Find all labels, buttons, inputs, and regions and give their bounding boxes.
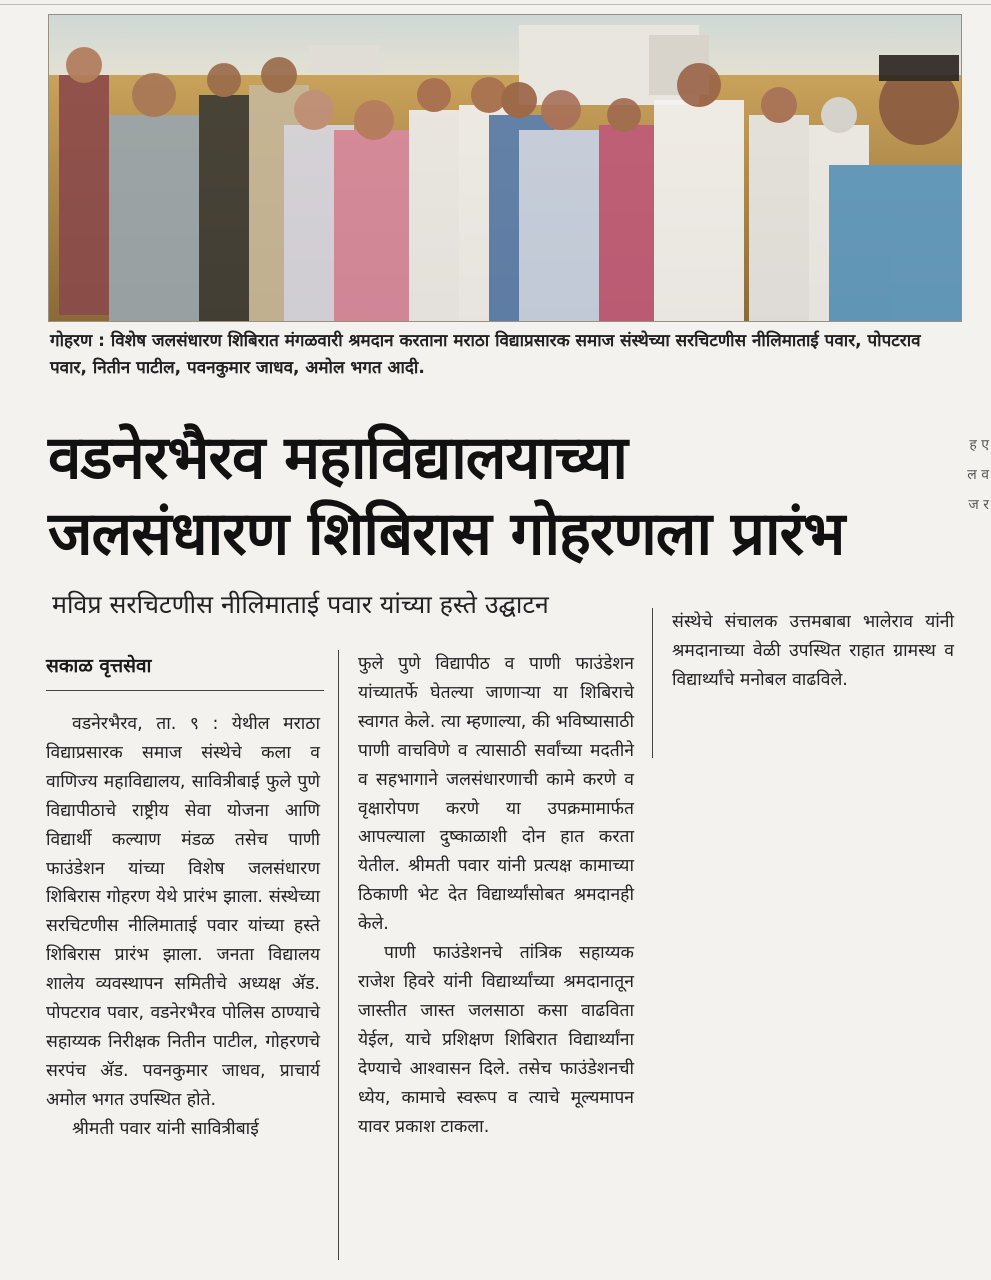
article-column-3: [672, 608, 954, 695]
group-photo-icon: [49, 15, 961, 321]
byline-rule: [46, 690, 324, 691]
paragraph: फुले पुणे विद्यापीठ व पाणी फाउंडेशन यांच्यातर्फे घेतल्या जाणाऱ्या या शिबिराचे स्वागत केले. त्या म्हणाल्या, की भविष्यासाठी पाणी वाचविणे व त्यासाठी सर्वांच्या मदतीने व सहभागाने जलसंधारणाची कामे करणे व वृक्षारोपण करणे या उपक्रमामार्फत आपल्याला दुष्काळाशी दोन हात करता येतील. श्रीमती पवार यांनी प्रत्यक्ष कामाच्या ठिकाणी भेट देत विद्यार्थ्यांसोबत श्रमदानही केले.: [358, 654, 634, 935]
column-divider-1: [338, 650, 339, 1260]
article-column-1: [46, 710, 320, 1144]
news-photo: [48, 14, 962, 322]
paragraph: वडनेरभैरव, ता. ९ : येथील मराठा विद्याप्रसारक समाज संस्थेचे कला व वाणिज्य महाविद्यालय, सावित्रीबाई फुले पुणे विद्यापीठाचे राष्ट्रीय सेवा योजना आणि विद्यार्थी कल्याण मंडळ तसेच पाणी फाउंडेशन यांच्या विशेष जलसंधारण शिबिरास गोहरण येथे प्रारंभ झाला. संस्थेच्या सरचिटणीस नीलिमाताई पवार यांच्या हस्ते शिबिरास प्रारंभ झाला. जनता विद्यालय शालेय व्यवस्थापन समितीचे अध्यक्ष ॲड. पोपटराव पवार, वडनेरभैरव पोलिस ठाण्याचे सहाय्यक निरीक्षक नितीन पाटील, गोहरणचे सरपंच ॲड. पवनकुमार जाधव, प्राचार्य अमोल भगत उपस्थित होते.: [46, 714, 320, 1110]
adjacent-article-edge-text: ह ए ल व ज र: [967, 437, 989, 513]
paragraph: संस्थेचे संचालक उत्तमबाबा भालेराव यांनी श्रमदानाच्या वेळी उपस्थित राहात ग्रामस्थ व विद्यार्थ्यांचे मनोबल वाढविले.: [672, 612, 954, 690]
paragraph: पाणी फाउंडेशनचे तांत्रिक सहाय्यक राजेश हिवरे यांनी विद्यार्थ्यांच्या श्रमदानातून जास्तीत जास्त जलसाठा कसा वाढविता येईल, याचे प्रशिक्षण शिबिरात विद्यार्थ्यांना देण्याचे आश्वासन दिले. तसेच फाउंडेशनची ध्येय, कामाचे स्वरूप व त्याचे मूल्यमापन यावर प्रकाश टाकला.: [358, 943, 634, 1137]
subheadline: मविप्र सरचिटणीस नीलिमाताई पवार यांच्या हस्ते उद्घाटन: [52, 590, 549, 619]
article-column-2: [358, 650, 634, 1141]
photo-caption: गोहरण : विशेष जलसंधारण शिबिरात मंगळवारी श्रमदान करताना मराठा विद्याप्रसारक समाज संस्थेच्या सरचिटणीस नीलिमाताई पवार, पोपटराव पवार, नितीन पाटील, पवनकुमार जाधव, अमोल भगत आदी.: [50, 331, 921, 378]
headline-line-1: वडनेरभैरव महाविद्यालयाच्या: [48, 423, 627, 493]
paragraph: श्रीमती पवार यांनी सावित्रीबाई: [72, 1118, 259, 1139]
headline: [48, 420, 968, 572]
headline-line-2: जलसंधारण शिबिरास गोहरणला प्रारंभ: [48, 499, 845, 569]
column-divider-2: [652, 608, 653, 758]
byline: सकाळ वृत्तसेवा: [46, 655, 152, 677]
top-edge-rule: [0, 4, 991, 5]
